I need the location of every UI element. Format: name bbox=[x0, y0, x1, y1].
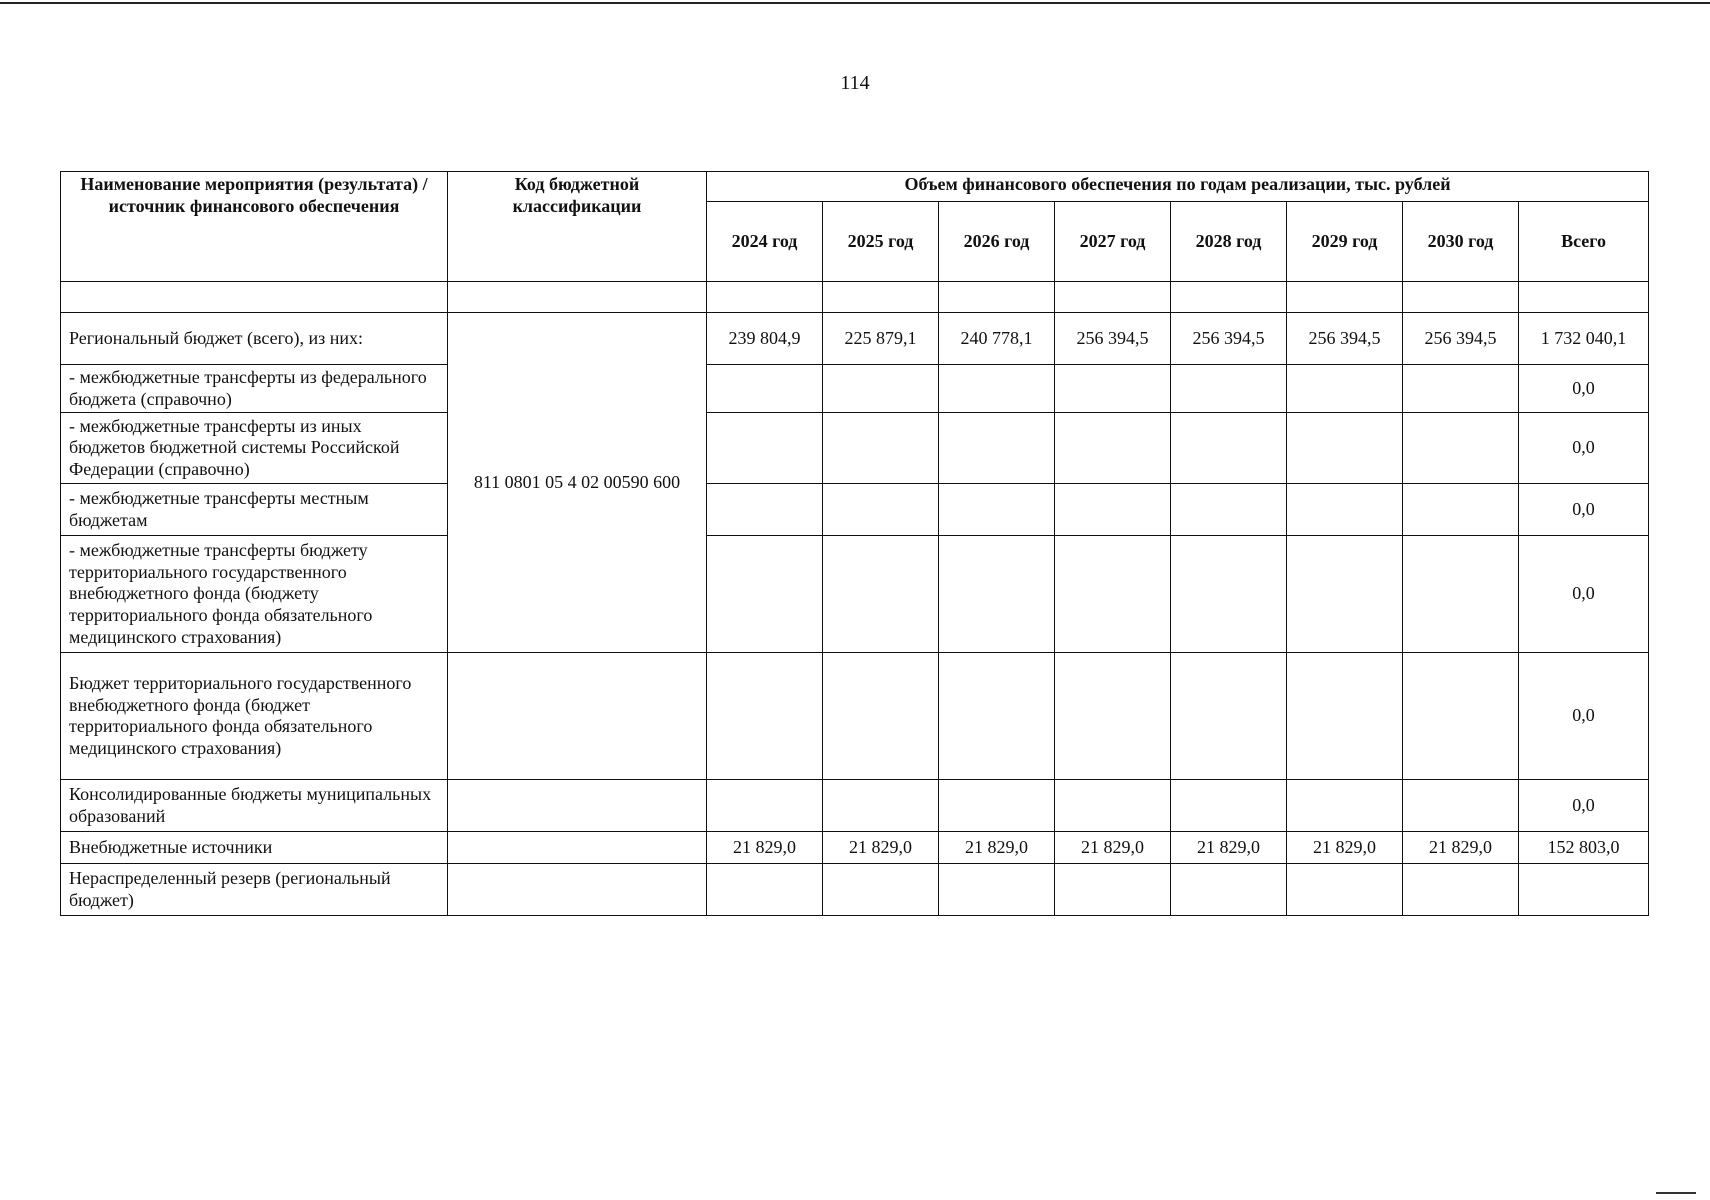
total-cell bbox=[1519, 864, 1649, 916]
value-cell bbox=[823, 653, 939, 780]
value-cell: 21 829,0 bbox=[1171, 832, 1287, 864]
header-year: 2028 год bbox=[1171, 202, 1287, 282]
row-code bbox=[448, 864, 707, 916]
header-year: 2024 год bbox=[707, 202, 823, 282]
value-cell bbox=[1055, 484, 1171, 536]
value-cell bbox=[1055, 780, 1171, 832]
value-cell bbox=[1287, 780, 1403, 832]
value-cell bbox=[707, 413, 823, 484]
table-row bbox=[61, 536, 1649, 653]
value-cell bbox=[1403, 864, 1519, 916]
value-cell bbox=[707, 484, 823, 536]
total-cell: 0,0 bbox=[1519, 365, 1649, 413]
total-cell: 1 732 040,1 bbox=[1519, 313, 1649, 365]
column-number bbox=[61, 282, 448, 313]
value-cell bbox=[1287, 653, 1403, 780]
value-cell bbox=[1171, 536, 1287, 653]
value-cell: 21 829,0 bbox=[1287, 832, 1403, 864]
column-number bbox=[939, 282, 1055, 313]
row-name: Бюджет территориального государственного внебюджетного фонда (бюджет территориального фонда обязательного медицинского страхования) bbox=[61, 653, 448, 780]
value-cell bbox=[1055, 365, 1171, 413]
value-cell bbox=[1171, 413, 1287, 484]
header-year: 2025 год bbox=[823, 202, 939, 282]
column-number bbox=[1403, 282, 1519, 313]
table-row bbox=[61, 484, 1649, 536]
value-cell bbox=[939, 484, 1055, 536]
value-cell: 21 829,0 bbox=[1403, 832, 1519, 864]
header-name: Наименование мероприятия (результата) / источник финансового обеспечения bbox=[61, 172, 448, 282]
row-code bbox=[448, 832, 707, 864]
row-code bbox=[448, 653, 707, 780]
value-cell: 256 394,5 bbox=[1403, 313, 1519, 365]
row-name: Внебюджетные источники bbox=[61, 832, 448, 864]
table-row bbox=[61, 413, 1649, 484]
row-name: Региональный бюджет (всего), из них: bbox=[61, 313, 448, 365]
header-year: 2026 год bbox=[939, 202, 1055, 282]
column-number bbox=[1519, 282, 1649, 313]
value-cell bbox=[939, 653, 1055, 780]
total-cell: 0,0 bbox=[1519, 653, 1649, 780]
value-cell bbox=[1287, 413, 1403, 484]
scan-corner-mark bbox=[1656, 1192, 1696, 1194]
value-cell bbox=[939, 780, 1055, 832]
table-row bbox=[61, 365, 1649, 413]
value-cell: 239 804,9 bbox=[707, 313, 823, 365]
value-cell: 21 829,0 bbox=[823, 832, 939, 864]
value-cell bbox=[1055, 413, 1171, 484]
row-name: - межбюджетные трансферты из иных бюджетов бюджетной системы Российской Федерации (справочно) bbox=[61, 413, 448, 484]
header-year: 2029 год bbox=[1287, 202, 1403, 282]
column-number bbox=[1171, 282, 1287, 313]
value-cell bbox=[1287, 864, 1403, 916]
value-cell: 21 829,0 bbox=[939, 832, 1055, 864]
value-cell bbox=[939, 365, 1055, 413]
column-number bbox=[823, 282, 939, 313]
value-cell bbox=[707, 780, 823, 832]
header-volume: Объем финансового обеспечения по годам реализации, тыс. рублей bbox=[707, 172, 1649, 202]
value-cell bbox=[707, 864, 823, 916]
table-row bbox=[61, 832, 1649, 864]
header-year: 2030 год bbox=[1403, 202, 1519, 282]
value-cell bbox=[1403, 780, 1519, 832]
table-row bbox=[61, 313, 1649, 365]
value-cell bbox=[1171, 484, 1287, 536]
value-cell bbox=[1403, 536, 1519, 653]
header-year: 2027 год bbox=[1055, 202, 1171, 282]
table-row bbox=[61, 864, 1649, 916]
header-total: Всего bbox=[1519, 202, 1649, 282]
column-number bbox=[1287, 282, 1403, 313]
value-cell bbox=[1287, 365, 1403, 413]
column-number bbox=[1055, 282, 1171, 313]
column-number-row bbox=[61, 282, 1649, 313]
header-code: Код бюджетной классификации bbox=[448, 172, 707, 282]
row-name: Консолидированные бюджеты муниципальных образований bbox=[61, 780, 448, 832]
total-cell: 152 803,0 bbox=[1519, 832, 1649, 864]
top-scan-edge bbox=[0, 2, 1710, 4]
value-cell bbox=[823, 536, 939, 653]
row-name: - межбюджетные трансферты из федерального бюджета (справочно) bbox=[61, 365, 448, 413]
page-number: 114 bbox=[840, 72, 870, 94]
value-cell bbox=[823, 864, 939, 916]
budget-table bbox=[60, 171, 1649, 916]
value-cell bbox=[707, 365, 823, 413]
total-cell: 0,0 bbox=[1519, 413, 1649, 484]
value-cell bbox=[1287, 536, 1403, 653]
value-cell: 21 829,0 bbox=[1055, 832, 1171, 864]
total-cell: 0,0 bbox=[1519, 536, 1649, 653]
value-cell bbox=[1171, 780, 1287, 832]
value-cell bbox=[707, 536, 823, 653]
value-cell bbox=[1055, 653, 1171, 780]
value-cell bbox=[1403, 484, 1519, 536]
value-cell bbox=[1171, 365, 1287, 413]
row-name: - межбюджетные трансферты местным бюджетам bbox=[61, 484, 448, 536]
total-cell: 0,0 bbox=[1519, 484, 1649, 536]
column-number bbox=[448, 282, 707, 313]
value-cell bbox=[823, 780, 939, 832]
value-cell bbox=[823, 484, 939, 536]
value-cell: 225 879,1 bbox=[823, 313, 939, 365]
row-name: - межбюджетные трансферты бюджету территориального государственного внебюджетного фонда (бюджету территориального фонда обязательного медицинского страхования) bbox=[61, 536, 448, 653]
value-cell bbox=[707, 653, 823, 780]
value-cell bbox=[1055, 864, 1171, 916]
value-cell: 240 778,1 bbox=[939, 313, 1055, 365]
value-cell bbox=[939, 413, 1055, 484]
total-cell: 0,0 bbox=[1519, 780, 1649, 832]
value-cell bbox=[1171, 653, 1287, 780]
budget-code: 811 0801 05 4 02 00590 600 bbox=[448, 313, 707, 653]
column-number bbox=[707, 282, 823, 313]
value-cell bbox=[823, 365, 939, 413]
row-code bbox=[448, 780, 707, 832]
value-cell: 256 394,5 bbox=[1171, 313, 1287, 365]
value-cell bbox=[823, 413, 939, 484]
value-cell bbox=[1171, 864, 1287, 916]
table-row bbox=[61, 653, 1649, 780]
value-cell: 256 394,5 bbox=[1287, 313, 1403, 365]
value-cell: 256 394,5 bbox=[1055, 313, 1171, 365]
row-name: Нераспределенный резерв (региональный бюджет) bbox=[61, 864, 448, 916]
value-cell bbox=[1403, 413, 1519, 484]
value-cell: 21 829,0 bbox=[707, 832, 823, 864]
table-row bbox=[61, 780, 1649, 832]
value-cell bbox=[939, 864, 1055, 916]
value-cell bbox=[1403, 653, 1519, 780]
value-cell bbox=[939, 536, 1055, 653]
value-cell bbox=[1403, 365, 1519, 413]
value-cell bbox=[1055, 536, 1171, 653]
value-cell bbox=[1287, 484, 1403, 536]
